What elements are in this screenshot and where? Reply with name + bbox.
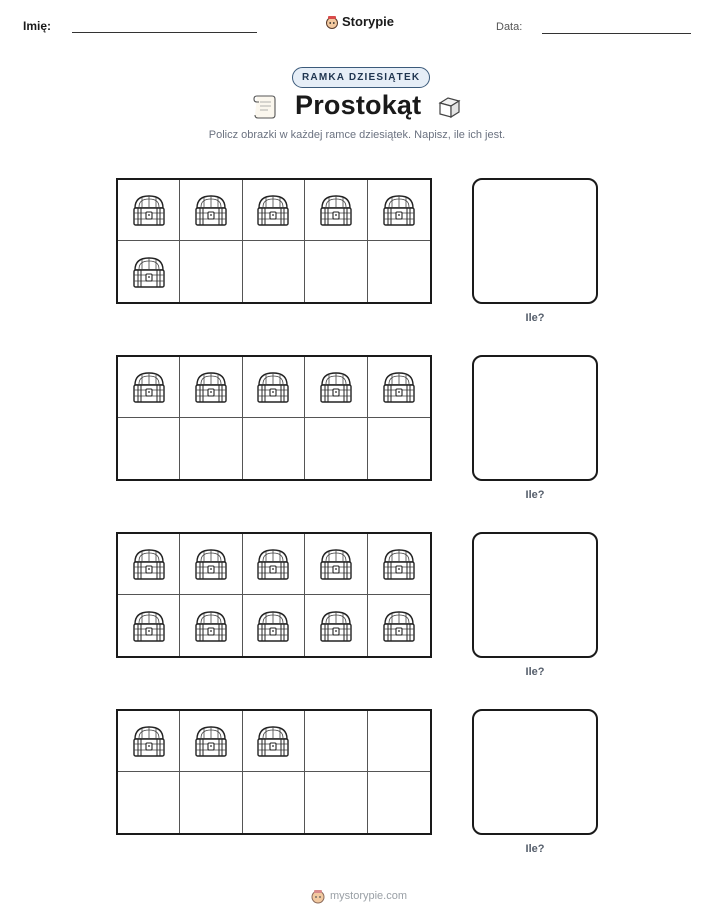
frame-cell — [305, 241, 367, 302]
frame-cell — [118, 772, 180, 833]
treasure-chest-icon — [129, 252, 169, 292]
frame-cell — [243, 418, 305, 479]
treasure-chest-icon — [191, 367, 231, 407]
answer-label: Ile? — [525, 843, 545, 855]
date-label: Data: — [496, 21, 523, 33]
treasure-chest-icon — [253, 544, 293, 584]
frame-cell — [305, 357, 367, 418]
treasure-chest-icon — [379, 606, 419, 646]
frame-cell — [368, 418, 430, 479]
treasure-chest-icon — [129, 721, 169, 761]
treasure-chest-icon — [253, 190, 293, 230]
treasure-chest-icon — [379, 367, 419, 407]
page-title: Prostokąt — [295, 90, 422, 120]
answer-box[interactable] — [472, 178, 598, 304]
frame-cell — [118, 534, 180, 595]
frame-cell — [180, 595, 242, 656]
frame-cell — [368, 772, 430, 833]
frame-cell — [118, 418, 180, 479]
frame-cell — [368, 241, 430, 302]
name-field[interactable] — [72, 32, 257, 33]
name-label: Imię: — [23, 19, 52, 33]
frame-cell — [305, 180, 367, 241]
frame-cell — [305, 595, 367, 656]
frame-cell — [118, 357, 180, 418]
treasure-chest-icon — [316, 544, 356, 584]
treasure-chest-icon — [191, 721, 231, 761]
frame-cell — [368, 711, 430, 772]
instructions: Policz obrazki w każdej ramce dziesiątek. Napisz, ile ich jest. — [208, 129, 506, 141]
frame-cell — [180, 534, 242, 595]
frame-cell — [305, 772, 367, 833]
frame-cell — [368, 357, 430, 418]
frame-cell — [180, 772, 242, 833]
treasure-chest-icon — [379, 190, 419, 230]
frame-cell — [368, 180, 430, 241]
answer-label: Ile? — [525, 666, 545, 678]
frame-cell — [243, 357, 305, 418]
frame-cell — [118, 180, 180, 241]
treasure-chest-icon — [379, 544, 419, 584]
footer-url: mystorypie.com — [330, 890, 408, 902]
frame-cell — [243, 534, 305, 595]
treasure-chest-icon — [253, 367, 293, 407]
ten-frame — [116, 532, 432, 658]
answer-box[interactable] — [472, 355, 598, 481]
answer-label: Ile? — [525, 312, 545, 324]
frame-cell — [243, 180, 305, 241]
frame-cell — [118, 711, 180, 772]
treasure-chest-icon — [129, 606, 169, 646]
ten-frame — [116, 178, 432, 304]
date-field[interactable] — [542, 33, 691, 34]
treasure-chest-icon — [316, 367, 356, 407]
frame-cell — [180, 418, 242, 479]
treasure-chest-icon — [191, 544, 231, 584]
frame-cell — [305, 711, 367, 772]
treasure-chest-icon — [316, 190, 356, 230]
frame-cell — [118, 595, 180, 656]
treasure-chest-icon — [191, 190, 231, 230]
treasure-chest-icon — [129, 190, 169, 230]
mascot-icon — [325, 15, 339, 29]
frame-cell — [305, 418, 367, 479]
answer-label: Ile? — [525, 489, 545, 501]
frame-cell — [368, 595, 430, 656]
frame-cell — [243, 772, 305, 833]
frame-cell — [180, 180, 242, 241]
frame-cell — [180, 357, 242, 418]
cube-icon — [436, 95, 462, 119]
treasure-chest-icon — [129, 367, 169, 407]
ten-frame — [116, 355, 432, 481]
answer-box[interactable] — [472, 709, 598, 835]
footer — [310, 888, 407, 904]
treasure-chest-icon — [129, 544, 169, 584]
category-badge: RAMKA DZIESIĄTEK — [292, 67, 430, 88]
treasure-chest-icon — [253, 606, 293, 646]
frame-cell — [368, 534, 430, 595]
frame-cell — [118, 241, 180, 302]
frame-cell — [180, 711, 242, 772]
answer-box[interactable] — [472, 532, 598, 658]
brand-name: Storypie — [342, 14, 395, 29]
ten-frame — [116, 709, 432, 835]
brand-logo — [325, 14, 394, 29]
frame-cell — [243, 595, 305, 656]
frame-cell — [243, 711, 305, 772]
mascot-icon — [310, 888, 326, 904]
treasure-chest-icon — [253, 721, 293, 761]
frame-cell — [180, 241, 242, 302]
frame-cell — [305, 534, 367, 595]
frame-cell — [243, 241, 305, 302]
scroll-icon — [252, 93, 278, 121]
treasure-chest-icon — [316, 606, 356, 646]
treasure-chest-icon — [191, 606, 231, 646]
